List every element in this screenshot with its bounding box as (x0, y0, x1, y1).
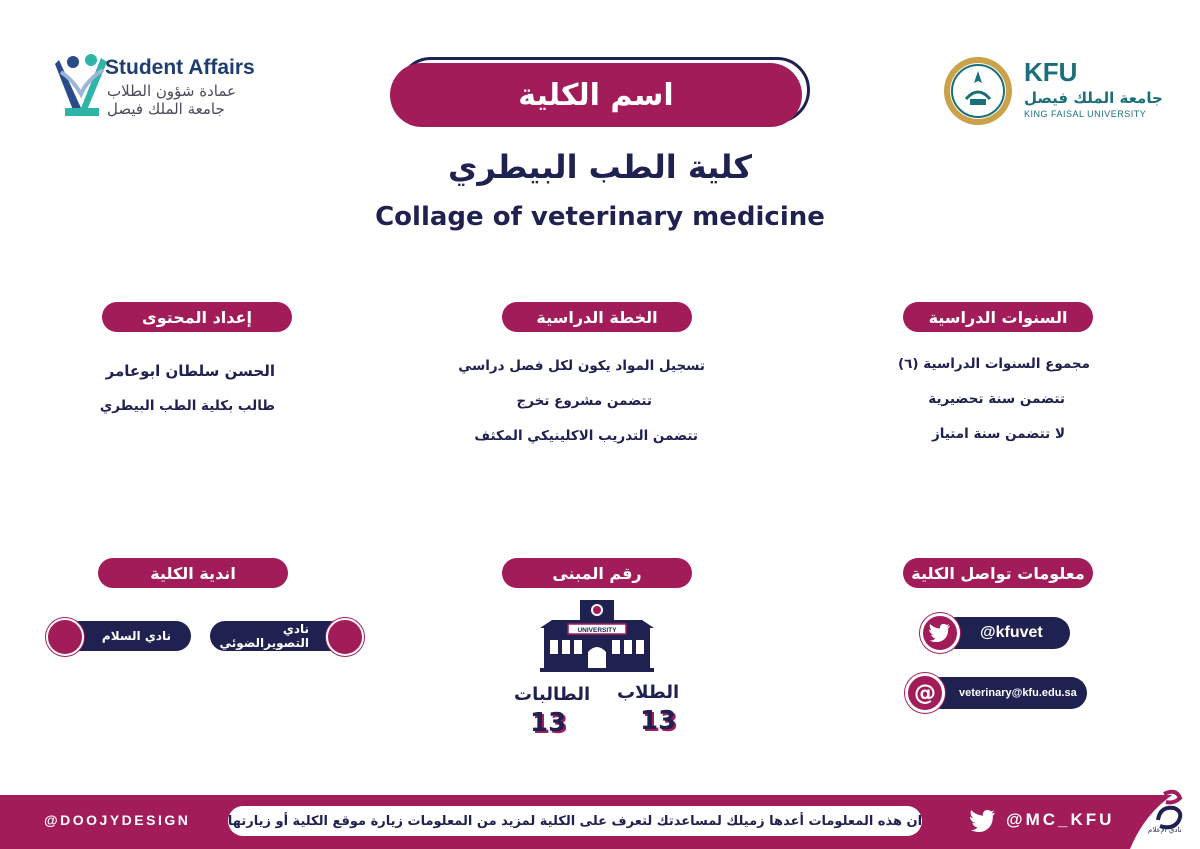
author-name: الحسن سلطان ابوعامر (105, 362, 275, 380)
study-years-item: مجموع السنوات الدراسية (٦) (898, 356, 1090, 372)
section-content-prep-label: إعداد المحتوى (102, 302, 292, 332)
student-affairs-deanship: عمادة شؤون الطلاب (107, 82, 236, 100)
student-affairs-logo (55, 50, 255, 125)
female-students-number: 13 (530, 708, 567, 738)
kfu-name-ar: جامعة الملك فيصل (1024, 89, 1163, 107)
section-study-years-label: السنوات الدراسية (903, 302, 1093, 332)
club-photography[interactable] (210, 621, 345, 651)
student-affairs-university: جامعة الملك فيصل (107, 100, 225, 118)
building-sign: UNIVERSITY (577, 627, 617, 634)
male-students-number: 13 (640, 706, 677, 736)
study-plan-item: تتضمن مشروع تخرج (516, 393, 652, 409)
kfu-seal-icon (942, 55, 1014, 127)
section-contact-label: معلومات تواصل الكلية (903, 558, 1093, 588)
study-years-item: لا تتضمن سنة امتياز (931, 426, 1065, 442)
college-name-en: Collage of veterinary medicine (375, 202, 825, 232)
kfu-name-en: KING FAISAL UNIVERSITY (1024, 109, 1147, 119)
email-address[interactable]: veterinary@kfu.edu.sa (959, 687, 1077, 699)
media-club-handle[interactable]: @MC_KFU (1006, 810, 1115, 829)
club-alsalam-badge (46, 618, 84, 656)
student-affairs-mark-icon (55, 50, 107, 118)
club-photography-label: نادي التصويرالضوئي (219, 622, 309, 650)
twitter-icon (970, 809, 996, 833)
section-clubs-label: اندية الكلية (98, 558, 288, 588)
at-icon: @ (905, 673, 945, 713)
section-building-label: رقم المبنى (502, 558, 692, 588)
author-description: طالب بكلية الطب البيطري (99, 398, 275, 414)
twitter-icon (920, 613, 960, 653)
female-students-label: الطالبات (514, 684, 591, 705)
kfu-abbrev: KFU (1024, 57, 1078, 87)
club-photography-badge (326, 618, 364, 656)
media-club-logo (1130, 780, 1200, 849)
twitter-handle[interactable]: @kfuvet (980, 624, 1043, 641)
study-plan-item: تتضمن التدريب الاكلينيكي المكثف (474, 428, 698, 444)
section-study-plan-label: الخطة الدراسية (502, 302, 692, 332)
club-alsalam-label: نادي السلام (101, 629, 171, 643)
kfu-logo (942, 55, 1163, 130)
building-icon (538, 598, 656, 672)
college-name-ar: كلية الطب البيطري (448, 148, 752, 186)
study-plan-item: تسجيل المواد يكون لكل فصل دراسي (458, 358, 705, 374)
page-title: اسم الكلية (390, 63, 802, 127)
student-affairs-title: Student Affairs (105, 56, 255, 79)
study-years-item: تتضمن سنة تحضيرية (928, 391, 1065, 407)
designer-handle[interactable]: @DOOJYDESIGN (44, 812, 191, 828)
email-contact[interactable] (925, 677, 1087, 709)
footer-message: ان هذه المعلومات أعدها زميلك لمساعدتك لتعرف على الكلية لمزيد من المعلومات زيارة موقع الكلية أو زيارتها (228, 806, 922, 836)
male-students-label: الطلاب (617, 682, 680, 703)
media-club-name: نادي الإعلام (1148, 826, 1182, 834)
